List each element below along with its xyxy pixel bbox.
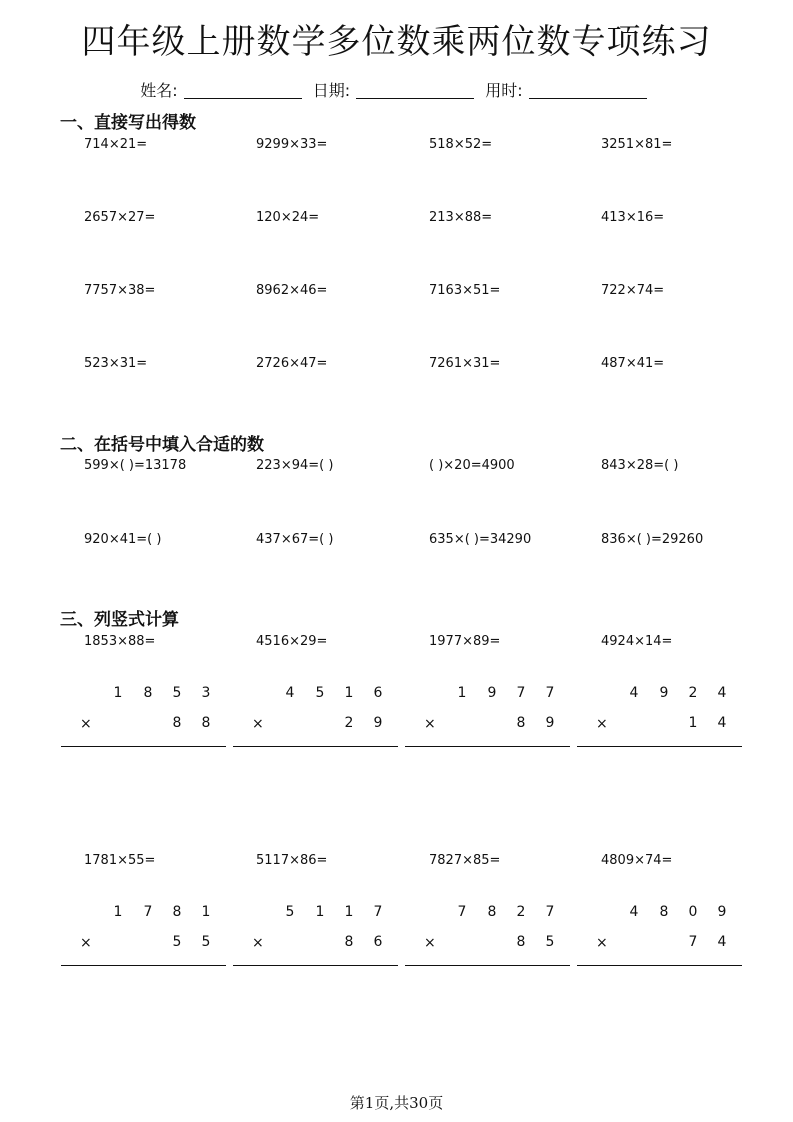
oral-problem: 213×88=: [429, 210, 493, 225]
multiplicand-digit: 0: [688, 904, 698, 920]
answer-line: [577, 746, 742, 747]
vertical-problem: 1781×55=: [84, 853, 156, 868]
vertical-problem: 4924×14=: [601, 634, 673, 649]
fill-blank-problem: ( )×20=4900: [429, 458, 515, 473]
multiplicand-digit: 1: [315, 904, 325, 920]
multiplicand-digit: 1: [344, 685, 354, 701]
multiplicand-digit: 1: [201, 904, 211, 920]
oral-problem: 7757×38=: [84, 283, 156, 298]
oral-problem: 3251×81=: [601, 137, 673, 152]
vertical-problem: 5117×86=: [256, 853, 328, 868]
times-sign: ×: [424, 935, 436, 951]
name-label: 姓名:: [140, 81, 178, 100]
multiplier-digit: 5: [172, 934, 182, 950]
multiplier-digit: 1: [688, 715, 698, 731]
multiplicand-digit: 9: [487, 685, 497, 701]
vertical-problem: 1977×89=: [429, 634, 501, 649]
answer-line: [233, 746, 398, 747]
oral-problem: 7163×51=: [429, 283, 501, 298]
fill-blank-problem: 437×67=( ): [256, 532, 334, 547]
oral-problem: 518×52=: [429, 137, 493, 152]
date-label: 日期:: [312, 81, 351, 100]
answer-line: [61, 965, 226, 966]
date-blank[interactable]: [356, 82, 474, 99]
fill-blank-problem: 599×( )=13178: [84, 458, 187, 473]
oral-problem: 120×24=: [256, 210, 320, 225]
multiplier-digit: 6: [373, 934, 383, 950]
multiplicand-digit: 9: [659, 685, 669, 701]
vertical-problem: 7827×85=: [429, 853, 501, 868]
multiplicand-digit: 1: [344, 904, 354, 920]
fill-blank-problem: 223×94=( ): [256, 458, 334, 473]
oral-problem: 9299×33=: [256, 137, 328, 152]
multiplier-digit: 4: [717, 934, 727, 950]
section-3-heading: 三、列竖式计算: [60, 610, 179, 630]
oral-problem: 2657×27=: [84, 210, 156, 225]
oral-problem: 487×41=: [601, 356, 665, 371]
multiplicand-digit: 9: [717, 904, 727, 920]
time-blank[interactable]: [529, 82, 647, 99]
fill-blank-problem: 920×41=( ): [84, 532, 162, 547]
vertical-problem: 1853×88=: [84, 634, 156, 649]
multiplicand-digit: 7: [143, 904, 153, 920]
multiplicand-digit: 7: [516, 685, 526, 701]
multiplicand-digit: 8: [487, 904, 497, 920]
multiplicand-digit: 2: [688, 685, 698, 701]
fill-blank-problem: 635×( )=34290: [429, 532, 532, 547]
multiplicand-digit: 4: [629, 685, 639, 701]
multiplicand-digit: 5: [315, 685, 325, 701]
multiplicand-digit: 8: [659, 904, 669, 920]
times-sign: ×: [596, 935, 608, 951]
times-sign: ×: [80, 935, 92, 951]
multiplier-digit: 8: [516, 715, 526, 731]
page-footer: 第1页,共30页: [349, 1094, 444, 1112]
times-sign: ×: [252, 935, 264, 951]
oral-problem: 714×21=: [84, 137, 148, 152]
fill-blank-problem: 843×28=( ): [601, 458, 679, 473]
multiplier-digit: 8: [344, 934, 354, 950]
multiplier-digit: 8: [516, 934, 526, 950]
fill-blank-problem: 836×( )=29260: [601, 532, 704, 547]
multiplicand-digit: 6: [373, 685, 383, 701]
multiplicand-digit: 1: [113, 685, 123, 701]
multiplicand-digit: 7: [545, 685, 555, 701]
student-info-line: [0, 78, 793, 101]
vertical-problem: 4809×74=: [601, 853, 673, 868]
answer-line: [405, 965, 570, 966]
multiplicand-digit: 5: [285, 904, 295, 920]
time-label: 用时:: [485, 81, 523, 100]
multiplicand-digit: 8: [143, 685, 153, 701]
multiplicand-digit: 7: [373, 904, 383, 920]
oral-problem: 7261×31=: [429, 356, 501, 371]
multiplicand-digit: 3: [201, 685, 211, 701]
multiplicand-digit: 4: [717, 685, 727, 701]
times-sign: ×: [80, 716, 92, 732]
multiplier-digit: 9: [373, 715, 383, 731]
multiplier-digit: 4: [717, 715, 727, 731]
multiplier-digit: 8: [172, 715, 182, 731]
times-sign: ×: [424, 716, 436, 732]
multiplicand-digit: 2: [516, 904, 526, 920]
multiplicand-digit: 4: [285, 685, 295, 701]
worksheet-title: 四年级上册数学多位数乘两位数专项练习: [81, 22, 712, 62]
multiplier-digit: 9: [545, 715, 555, 731]
multiplier-digit: 8: [201, 715, 211, 731]
times-sign: ×: [252, 716, 264, 732]
name-blank[interactable]: [184, 82, 302, 99]
answer-line: [233, 965, 398, 966]
oral-problem: 413×16=: [601, 210, 665, 225]
multiplicand-digit: 7: [457, 904, 467, 920]
multiplier-digit: 5: [201, 934, 211, 950]
multiplicand-digit: 4: [629, 904, 639, 920]
multiplier-digit: 2: [344, 715, 354, 731]
oral-problem: 722×74=: [601, 283, 665, 298]
oral-problem: 2726×47=: [256, 356, 328, 371]
multiplicand-digit: 8: [172, 904, 182, 920]
answer-line: [577, 965, 742, 966]
oral-problem: 8962×46=: [256, 283, 328, 298]
multiplicand-digit: 7: [545, 904, 555, 920]
answer-line: [61, 746, 226, 747]
multiplicand-digit: 5: [172, 685, 182, 701]
multiplicand-digit: 1: [113, 904, 123, 920]
times-sign: ×: [596, 716, 608, 732]
oral-problem: 523×31=: [84, 356, 148, 371]
multiplicand-digit: 1: [457, 685, 467, 701]
vertical-problem: 4516×29=: [256, 634, 328, 649]
multiplier-digit: 7: [688, 934, 698, 950]
section-2-heading: 二、在括号中填入合适的数: [60, 435, 264, 455]
answer-line: [405, 746, 570, 747]
section-1-heading: 一、直接写出得数: [60, 113, 196, 133]
multiplier-digit: 5: [545, 934, 555, 950]
